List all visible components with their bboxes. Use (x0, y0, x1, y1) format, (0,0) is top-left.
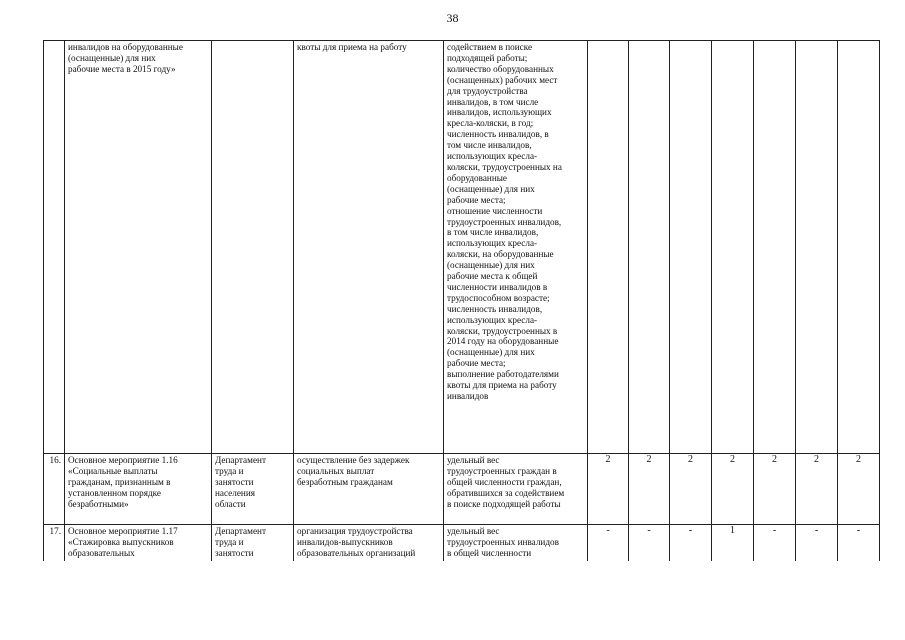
activity-name: Основное мероприятие 1.16 «Социальные выплаты гражданам, признанным в установленном порядке безработными» (65, 454, 212, 525)
indicators: удельный вес трудоустроенных инвалидов в общей численности (444, 525, 588, 562)
year-value: - (754, 525, 796, 562)
executor: Департамент труда и занятости (212, 525, 294, 562)
year-value: - (588, 525, 629, 562)
year-value (754, 41, 796, 454)
year-value: 2 (838, 454, 880, 525)
expected-result: осуществление без задержек социальных выплат безработным гражданам (294, 454, 444, 525)
year-value: 1 (712, 525, 754, 562)
table-row (44, 41, 880, 454)
year-value: - (838, 525, 880, 562)
year-value: 2 (796, 454, 838, 525)
expected-result: организация трудоустройства инвалидов-выпускников образовательных организаций (294, 525, 444, 562)
expected-result: квоты для приема на работу (294, 41, 444, 454)
year-value (629, 41, 670, 454)
year-value: 2 (712, 454, 754, 525)
year-value (670, 41, 712, 454)
year-value (588, 41, 629, 454)
page-number: 38 (446, 11, 459, 25)
year-value (838, 41, 880, 454)
activity-name: Основное мероприятие 1.17 «Стажировка выпускников образовательных (65, 525, 212, 562)
year-value: - (629, 525, 670, 562)
year-value: - (796, 525, 838, 562)
table-row (44, 525, 880, 562)
indicators: удельный вес трудоустроенных граждан в общей численности граждан, обратившихся за содействием в поиске подходящей работы (444, 454, 588, 525)
year-value: 2 (629, 454, 670, 525)
row-number: 17. (44, 525, 65, 562)
year-value: 2 (588, 454, 629, 525)
indicators: содействием в поиске подходящей работы; количество оборудованных (оснащенных) рабочих мест для трудоустройства инвалидов, в том числе инвалидов, использующих кресла-коляски, в год; численность инвалидов, в том числе инвалидов, использующих кресла- коляски, трудоустроенных на оборудованные (оснащенные) для них рабочие места; отношение численности трудоустроенных инвалидов, в том числе инвалидов, использующих кресла- коляски, на оборудованные (оснащенные) для них рабочие места к общей численности инвалидов в трудоспособном возрасте; численность инвалидов, использующих кресла- коляски, трудоустроенных в 2014 году на оборудованные (оснащенные) для них рабочие места; выполнение работодателями квоты для приема на работу инвалидов (444, 41, 588, 454)
row-number: 16. (44, 454, 65, 525)
year-value (796, 41, 838, 454)
executor: Департамент труда и занятости населения области (212, 454, 294, 525)
year-value: 2 (670, 454, 712, 525)
table-row (44, 454, 880, 525)
executor (212, 41, 294, 454)
activity-name: инвалидов на оборудованные (оснащенные) для них рабочие места в 2015 году» (65, 41, 212, 454)
year-value: - (670, 525, 712, 562)
row-number (44, 41, 65, 454)
year-value: 2 (754, 454, 796, 525)
program-table (43, 40, 880, 561)
year-value (712, 41, 754, 454)
